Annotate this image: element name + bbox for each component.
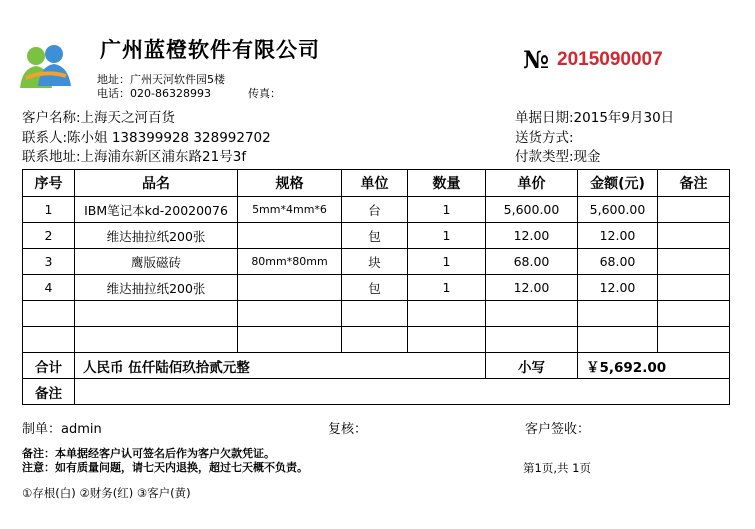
empty-cell xyxy=(408,301,486,327)
cell-name: 鹰版磁砖 xyxy=(75,249,238,275)
items-table xyxy=(22,169,730,405)
cell-price: 12.00 xyxy=(486,275,578,301)
number-symbol: № xyxy=(523,45,550,74)
cell-unit: 块 xyxy=(342,249,408,275)
cell-qty: 1 xyxy=(408,275,486,301)
customer-contact: 联系人:陈小姐 138399928 328992702 xyxy=(22,130,271,146)
customer-sign: 客户签收： xyxy=(525,422,591,437)
table-row xyxy=(23,223,730,249)
empty-cell xyxy=(342,327,408,353)
maker: 制单：admin xyxy=(22,422,102,437)
empty-cell xyxy=(23,301,75,327)
empty-cell xyxy=(408,327,486,353)
col-header: 规格 xyxy=(238,170,342,197)
cell-price: 68.00 xyxy=(486,249,578,275)
cell-no: 4 xyxy=(23,275,75,301)
cell-amount: 12.00 xyxy=(578,275,658,301)
empty-cell xyxy=(486,327,578,353)
cell-remark xyxy=(658,223,730,249)
company-name: 广州蓝橙软件有限公司 xyxy=(100,38,320,62)
remark-row xyxy=(23,379,730,405)
empty-cell xyxy=(75,327,238,353)
cell-spec xyxy=(238,223,342,249)
company-phone: 电话：020-86328993 xyxy=(97,87,211,100)
empty-cell xyxy=(238,301,342,327)
small-label: 小写 xyxy=(486,353,578,379)
cell-spec: 80mm*80mm xyxy=(238,249,342,275)
cell-remark xyxy=(658,275,730,301)
cell-price: 12.00 xyxy=(486,223,578,249)
col-header: 单位 xyxy=(342,170,408,197)
empty-cell xyxy=(658,301,730,327)
company-address: 地址：广州天河软件园5楼 xyxy=(97,73,225,86)
cell-name: IBM笔记本kd-20020076 xyxy=(75,197,238,223)
empty-cell xyxy=(23,327,75,353)
cell-no: 2 xyxy=(23,223,75,249)
cell-amount: 12.00 xyxy=(578,223,658,249)
cell-spec: 5mm*4mm*6 xyxy=(238,197,342,223)
footer-note-2: 注意：如有质量问题，请七天内退换，超过七天概不负责。 xyxy=(22,461,308,474)
table-row xyxy=(23,275,730,301)
footer-note-1: 备注：本单据经客户认可签名后作为客户欠款凭证。 xyxy=(22,447,275,460)
total-label: 合计 xyxy=(23,353,75,379)
cell-name: 维达抽拉纸200张 xyxy=(75,223,238,249)
customer-name: 客户名称:上海天之河百货 xyxy=(22,110,176,126)
table-row xyxy=(23,249,730,275)
cell-qty: 1 xyxy=(408,249,486,275)
empty-row xyxy=(23,327,730,353)
total-small: ￥5,692.00 xyxy=(578,353,730,379)
messenger-logo-icon xyxy=(16,42,76,92)
empty-cell xyxy=(486,301,578,327)
cell-unit: 台 xyxy=(342,197,408,223)
cell-unit: 包 xyxy=(342,223,408,249)
cell-unit: 包 xyxy=(342,275,408,301)
table-row xyxy=(23,197,730,223)
total-row xyxy=(23,353,730,379)
cell-qty: 1 xyxy=(408,223,486,249)
col-header: 数量 xyxy=(408,170,486,197)
cell-no: 1 xyxy=(23,197,75,223)
cell-amount: 68.00 xyxy=(578,249,658,275)
empty-cell xyxy=(238,327,342,353)
cell-spec xyxy=(238,275,342,301)
copy-info: ①存根(白) ②财务(红) ③客户(黄) xyxy=(22,486,191,500)
col-header: 品名 xyxy=(75,170,238,197)
col-header: 金额(元) xyxy=(578,170,658,197)
page-info: 第1页,共 1页 xyxy=(523,461,591,475)
table-header-row xyxy=(23,170,730,197)
company-fax: 传真： xyxy=(248,87,281,100)
remark-label: 备注 xyxy=(23,379,75,405)
document-number: 2015090007 xyxy=(557,49,663,70)
cell-amount: 5,600.00 xyxy=(578,197,658,223)
cell-name: 维达抽拉纸200张 xyxy=(75,275,238,301)
delivery-method: 送货方式: xyxy=(515,130,574,146)
total-words: 人民币 伍仟陆佰玖拾贰元整 xyxy=(75,353,486,379)
empty-row xyxy=(23,301,730,327)
remark-value xyxy=(75,379,730,405)
col-header: 序号 xyxy=(23,170,75,197)
empty-cell xyxy=(578,301,658,327)
customer-address: 联系地址:上海浦东新区浦东路21号3f xyxy=(22,149,247,165)
cell-price: 5,600.00 xyxy=(486,197,578,223)
col-header: 备注 xyxy=(658,170,730,197)
cell-no: 3 xyxy=(23,249,75,275)
empty-cell xyxy=(578,327,658,353)
payment-type: 付款类型:现金 xyxy=(515,149,601,165)
empty-cell xyxy=(75,301,238,327)
empty-cell xyxy=(658,327,730,353)
reviewer: 复核： xyxy=(328,422,368,437)
empty-cell xyxy=(342,301,408,327)
document-date: 单据日期:2015年9月30日 xyxy=(515,110,675,126)
col-header: 单价 xyxy=(486,170,578,197)
cell-remark xyxy=(658,249,730,275)
cell-remark xyxy=(658,197,730,223)
cell-qty: 1 xyxy=(408,197,486,223)
